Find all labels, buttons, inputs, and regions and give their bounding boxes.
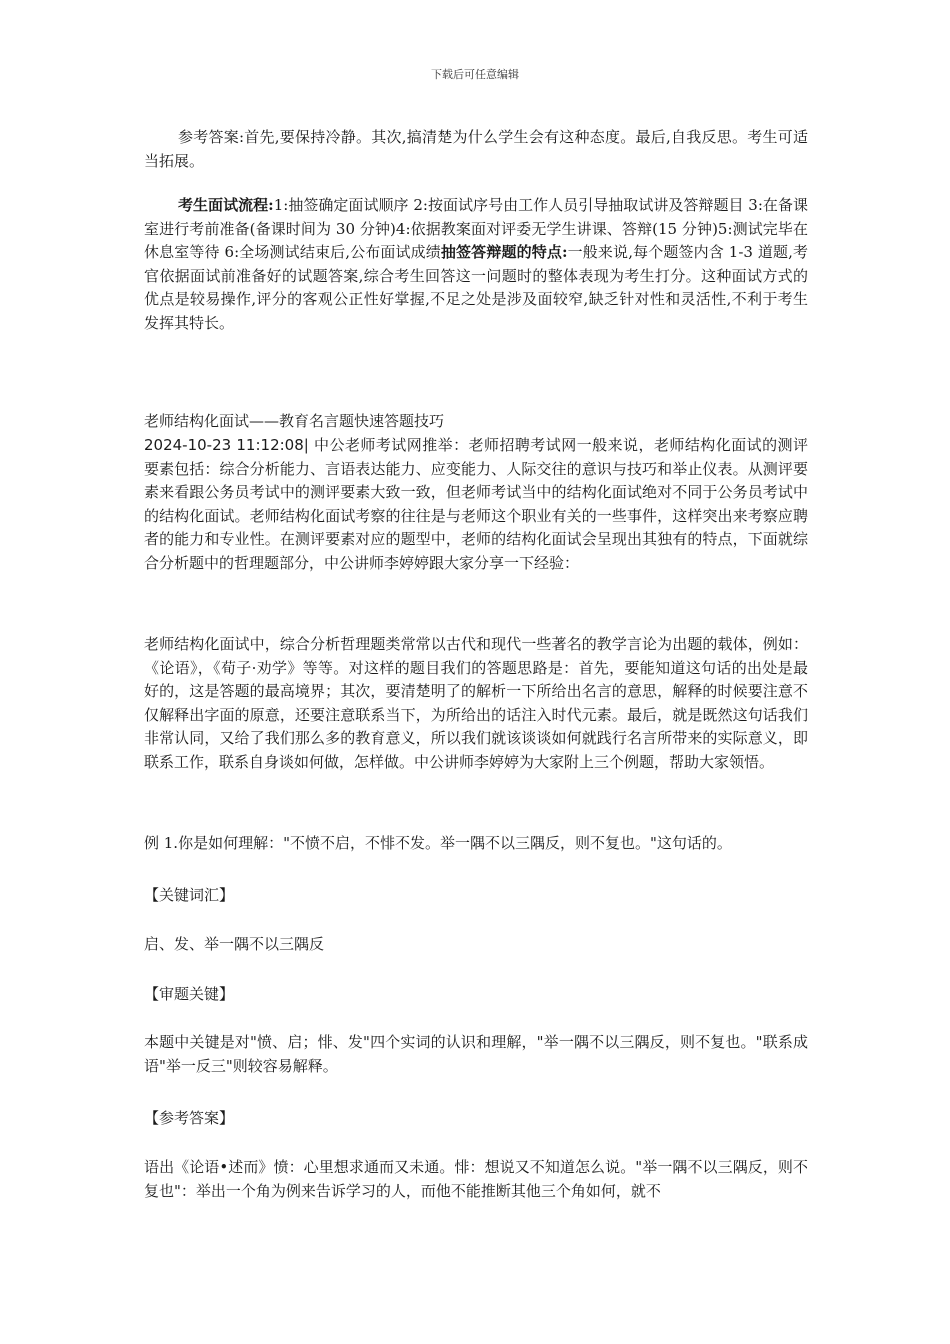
article-paragraph-2: 老师结构化面试中，综合分析哲理题类常常以古代和现代一些著名的教学言论为出题的载体，例如：《论语》，《荀子·劝学》等等。对这样的题目我们的答题思路是：首先，要能知道这句话的出处是最好的，这是答题的最高境界；其次，要清楚明了的解析一下所给出名言的意思，解释的时候要注意不仅解释出字面的原意，还要注意联系当下，为所给出的话注入时代元素。最后，就是既然这句话我们非常认同，又给了我们那么多的教育意义，所以我们就该谈谈如何就践行名言所带来的实际意义，即联系工作，联系自身谈如何做，怎样做。中公讲师李婷婷为大家附上三个例题，帮助大家领悟。 [144, 635, 808, 771]
answer-text: 语出《论语•述而》愤：心里想求通而又未通。悱：想说又不知道怎么说。"举一隅不以三隅反，则不复也"：举出一个角为例来告诉学习的人，而他不能推断其他三个角如何，就不 [144, 1158, 808, 1200]
feature-text: 一般来说,每个题签内含 1-3 道题,考官依据面试前准备好的试题答案,综合考生回答这一问题时的整体表现为考生打分。这种面试方式的优点是较易操作,评分的客观公正性好掌握,不足之处是涉及面较窄,缺乏针对性和灵活性,不利于考生发挥其特长。 [144, 243, 809, 332]
interview-process-paragraph [144, 194, 808, 335]
article-timestamp: 2024-10-23 11:12:08 [144, 436, 304, 454]
review-heading: 【审题关键】 [144, 985, 235, 1003]
header-note: 下载后可任意编辑 [431, 68, 519, 81]
article-intro [144, 434, 808, 576]
feature-label: 抽签答辩题的特点: [440, 243, 568, 261]
article-title: 老师结构化面试——教育名言题快速答题技巧 [144, 412, 445, 430]
flow-text: 1:抽签确定面试顺序 2:按面试序号由工作人员引导抽取试讲及答辩题目 3:在备课室进行考前准备(备课时间为 30 分钟)4:依据教案面对评委无学生讲课、答辩(15 分钟)5:测试完毕在休息室等待 6:全场测试结束后,公布面试成绩 [144, 196, 808, 261]
keyword-text: 启、发、举一隅不以三隅反 [144, 935, 325, 953]
answer-heading: 【参考答案】 [144, 1109, 235, 1127]
keyword-heading: 【关键词汇】 [144, 886, 235, 904]
example-1: 例 1.你是如何理解："不愤不启，不悱不发。举一隅不以三隅反，则不复也。"这句话的。 [144, 834, 732, 852]
reference-answer-paragraph: 参考答案:首先,要保持冷静。其次,搞清楚为什么学生会有这种态度。最后,自我反思。考生可适当拓展。 [144, 128, 808, 170]
review-text: 本题中关键是对"愤、启；悱、发"四个实词的认识和理解，"举一隅不以三隅反，则不复也。"联系成语"举一反三"则较容易解释。 [144, 1033, 808, 1075]
flow-label: 考生面试流程: [178, 196, 274, 214]
article-intro-text: | 中公老师考试网推举：老师招聘考试网一般来说，老师结构化面试的测评要素包括：综合分析能力、言语表达能力、应变能力、人际交往的意识与技巧和举止仪表。从测评要素来看跟公务员考试中的测评要素大致一致，但老师考试当中的结构化面试绝对不同于公务员考试中的结构化面试。老师结构化面试考察的往往是与老师这个职业有关的一些事件，这样突出来考察应聘者的能力和专业性。在测评要素对应的题型中，老师的结构化面试会呈现出其独有的特点，下面就综合分析题中的哲理题部分，中公讲师李婷婷跟大家分享一下经验： [144, 436, 808, 572]
